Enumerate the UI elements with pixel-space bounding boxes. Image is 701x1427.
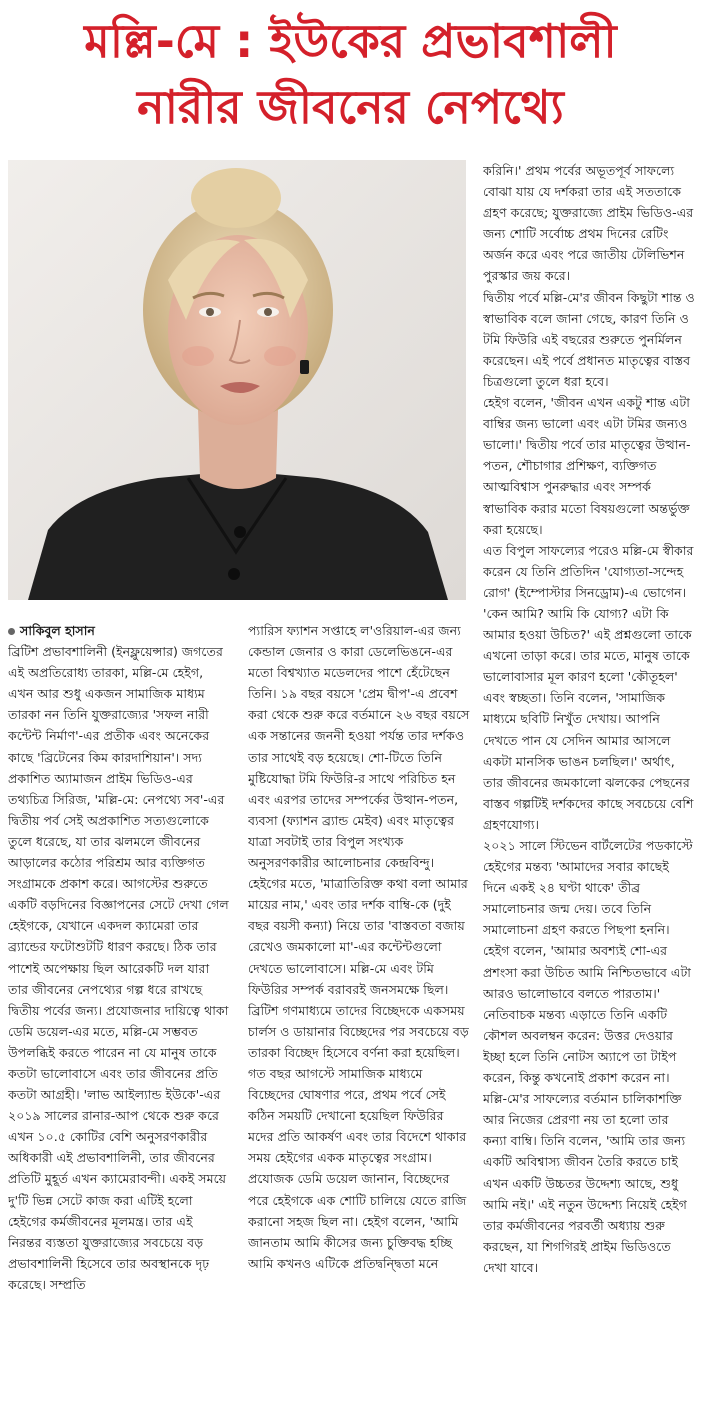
article-column-2: [248, 620, 470, 1420]
byline: [8, 620, 230, 641]
article-column-1: [8, 620, 230, 1420]
article-paragraph: প্যারিস ফ্যাশন সপ্তাহে ল'ওরিয়াল-এর জন্য কেন্ডাল জেনার ও কারা ডেলেভিঙনে-এর মতো বিশ্বখ্যাত মডেলদের পাশে হেঁটেছেন তিনি। ১৯ বছর বয়সে 'প্রেম দ্বীপ'-এ প্রবেশ করা থেকে শুরু করে বর্তমানে ২৬ বছর বয়সে এক সন্তানের জননী হওয়া পর্যন্ত তার দর্শকও তার সাথেই বড় হয়েছে। শো-টিতে তিনি মুষ্টিযোদ্ধা টমি ফিউরি-র সাথে পরিচিত হন এবং এরপর তাদের সম্পর্কের উত্থান-পতন, ব্যবসা (ফ্যাশন ব্র্যান্ড মেইব) এবং মাতৃত্বের যাত্রা সবটাই তার বিপুল সংখ্যক অনুসরণকারীর আলোচনার কেন্দ্রবিন্দু। হেইগের মতে, 'মাত্রাতিরিক্ত কথা বলা আমার মায়ের নাম,' এবং তার দর্শক বাম্বি-কে (দুই বছর বয়সী কন্যা) নিয়ে তার 'বাস্তবতা বজায় রেখেও জমকালো মা'-এর কন্টেন্টগুলো দেখতে ভালোবাসে। মল্লি-মে এবং টমি ফিউরির সম্পর্ক বরাবরই জনসমক্ষে ছিল। ব্রিটিশ গণমাধ্যমে তাদের বিচ্ছেদকে একসময় চার্লস ও ডায়ানার বিচ্ছেদের পর সবচেয়ে বড় তারকা বিচ্ছেদ হিসেবে বর্ণনা করা হয়েছিল। গত বছর আগস্টে সামাজিক মাধ্যমে বিচ্ছেদের ঘোষণার পরে, প্রথম পর্বে সেই কঠিন সময়টি দেখানো হয়েছিল ফিউরির মদের প্রতি আকর্ষণ এবং তার বিদেশে থাকার সময় হেইগের একক মাতৃত্বের সংগ্রাম। প্রযোজক ডেমি ডয়েল জানান, বিচ্ছেদের পরে হেইগকে এক শোটি চালিয়ে যেতে রাজি করানো সহজ ছিল না। হেইগ বলেন, 'আমি জানতাম আমি কীসের জন্য চুক্তিবদ্ধ হচ্ছি আমি কখনও এটিকে প্রতিদ্বন্দ্বিতা মনে: [248, 623, 470, 1271]
headline-line-2: নারীর জীবনের নেপথ্যে: [137, 80, 564, 134]
article-paragraph: এত বিপুল সাফল্যের পরেও মল্লি-মে স্বীকার করেন যে তিনি প্রতিদিন 'যোগ্যতা-সন্দেহ রোগ' (ইম্পোস্টার সিনড্রোম)-এ ভোগেন। 'কেন আমি? আমি কি যোগ্য? এটা কি আমার হওয়া উচিত?' এই প্রশ্নগুলো তাকে এখনো তাড়া করে। তার মতে, মানুষ তাকে ভালোবাসার মূল কারণ হলো 'কৌতূহল' এবং স্বচ্ছতা। তিনি বলেন, 'সামাজিক মাধ্যমে ছবিটি নিখুঁত দেখায়। আপনি দেখতে পান যে সেদিন আমার আসলে একটা মানসিক ভাঙন চলছিল।' অর্থাৎ, তার জীবনের জমকালো ঝলকের পেছনের বাস্তব গল্পটিই দর্শকদের কাছে সবচেয়ে বেশি গ্রহণযোগ্য।: [483, 542, 694, 832]
portrait-illustration: [8, 160, 466, 600]
article-paragraph: মল্লি-মে'র সাফল্যের বর্তমান চালিকাশক্তি আর নিজের প্রেরণা নয় তা হলো তার কন্যা বাম্বি। তিনি বলেন, 'আমি তার জন্য একটি অবিশ্বাস্য জীবন তৈরি করতে চাই এখন একটি উচ্চতর উদ্দেশ্য আছে, শুধু আমি নই।' এই নতুন উদ্দেশ্য নিয়েই হেইগ তার কর্মজীবনের পরবর্তী অধ্যায় শুরু করছেন, যা শিগগিরই প্রাইম ভিডিওতে দেখা যাবে।: [483, 1091, 687, 1275]
article-paragraph: হেইগ বলেন, 'জীবন এখন একটু শান্ত এটা বাম্বির জন্য ভালো এবং এটা টমির জন্যও ভালো।' দ্বিতীয় পর্বে তার মাতৃত্বের উত্থান-পতন, শৌচাগার প্রশিক্ষণ, ব্যক্তিগত আত্মবিশ্বাস পুনরুদ্ধার এবং সম্পর্ক স্বাভাবিক করার মতো বিষয়গুলো অন্তর্ভুক্ত করা হয়েছে।: [483, 395, 691, 537]
article-paragraph: ২০২১ সালে স্টিভেন বার্টলেটের পডকাস্টে হেইগের মন্তব্য 'আমাদের সবার কাছেই দিনে একই ২৪ ঘণ্টা থাকে' তীব্র সমালোচনার জন্ম দেয়। তবে তিনি সমালোচনা গ্রহণ করতে পিছপা হননি। হেইগ বলেন, 'আমার অবশ্যই শো-এর প্রশংসা করা উচিত আমি নিশ্চিতভাবে এটা আরও ভালোভাবে বলতে পারতাম।' নেতিবাচক মন্তব্য এড়াতে তিনি একটি কৌশল অবলম্বন করেন: উত্তর দেওয়ার ইচ্ছা হলে তিনি নোটস অ্যাপে তা টাইপ করেন, কিন্তু কখনোই প্রকাশ করেন না।: [483, 838, 693, 1086]
headline: [0, 8, 701, 140]
article-column-3: [483, 160, 695, 1422]
woman-portrait-photo: [8, 160, 466, 600]
article-paragraph: দ্বিতীয় পর্বে মল্লি-মে'র জীবন কিছুটা শান্ত ও স্বাভাবিক বলে জানা গেছে, কারণ তিনি ও টমি ফিউরি এই বছরের শুরুতে পুনর্মিলন করেছেন। এই পর্বে প্রধানত মাতৃত্বের বাস্তব চিত্রগুলো তুলে ধরা হবে।: [483, 289, 695, 389]
article-paragraph: করিনি।' প্রথম পর্বের অভূতপূর্ব সাফল্যে বোঝা যায় যে দর্শকরা তার এই সততাকে গ্রহণ করেছে; যুক্তরাজ্যে প্রাইম ভিডিও-এর জন্য শোটি সর্বোচ্চ প্রথম দিনের রেটিং অর্জন করে এবং পরে জাতীয় টেলিভিশন পুরস্কার জয় করে।: [483, 163, 694, 284]
bullet-icon: [8, 628, 15, 635]
headline-line-1: মল্লি-মে : ইউকের প্রভাবশালী: [84, 14, 617, 68]
article-paragraph: ব্রিটিশ প্রভাবশালিনী (ইনফ্লুয়েন্সার) জগতের এই অপ্রতিরোধ্য তারকা, মল্লি-মে হেইগ, এখন আর শুধু একজন সামাজিক মাধ্যম তারকা নন তিনি যুক্তরাজ্যের 'সফল নারী কন্টেন্ট নির্মাণ'-এর প্রতীক এবং অনেকের কাছে 'ব্রিটেনের কিম কারদাশিয়ান'। সদ্য প্রকাশিত অ্যামাজন প্রাইম ভিডিও-এর তথ্যচিত্র সিরিজ, 'মল্লি-মে: নেপথ্যে সব'-এর দ্বিতীয় পর্ব সেই অপ্রকাশিত সত্যগুলোকে তুলে ধরেছে, যা তার ঝলমলে জীবনের আড়ালের কঠোর পরিশ্রম আর ব্যক্তিগত সংগ্রামকে প্রকাশ করে। আগস্টের শুরুতে একটি বড়দিনের বিজ্ঞাপনের সেটে দেখা গেল হেইগকে, যেখানে একদল ক্যামেরা তার ব্র্যান্ডের ফটোশুটটি ধারণ করছে। ঠিক তার পাশেই অপেক্ষায় ছিল আরেকটি দল যারা তার জীবনের নেপথ্যের গল্প ধরে রাখছে দ্বিতীয় পর্বের জন্য। প্রযোজনার দায়িত্বে থাকা ডেমি ডয়েল-এর মতে, মল্লি-মে সম্ভবত উপলব্ধিই করতে পারেন না যে মানুষ তাকে কতটা ভালোবাসে এবং তার জীবনের প্রতি কতটা আগ্রহী। 'লাভ আইল্যান্ড ইউকে'-এর ২০১৯ সালের রানার-আপ থেকে শুরু করে এখন ১০.৫ কোটির বেশি অনুসরণকারীর অধিকারী এই প্রভাবশালিনী, তার জীবনের প্রতিটি মুহূর্ত এখন ক্যামেরাবন্দী। একই সময়ে দু'টি ভিন্ন সেটে কাজ করা এটিই হলো হেইগের কর্মজীবনের মূলমন্ত্র। তার এই নিরন্তর ব্যস্ততা যুক্তরাজ্যের সবচেয়ে বড় প্রভাবশালিনী হিসেবে তার অবস্থানকে দৃঢ় করেছে। সম্প্রতি: [8, 644, 229, 1292]
byline-author: সাকিবুল হাসান: [20, 623, 95, 638]
